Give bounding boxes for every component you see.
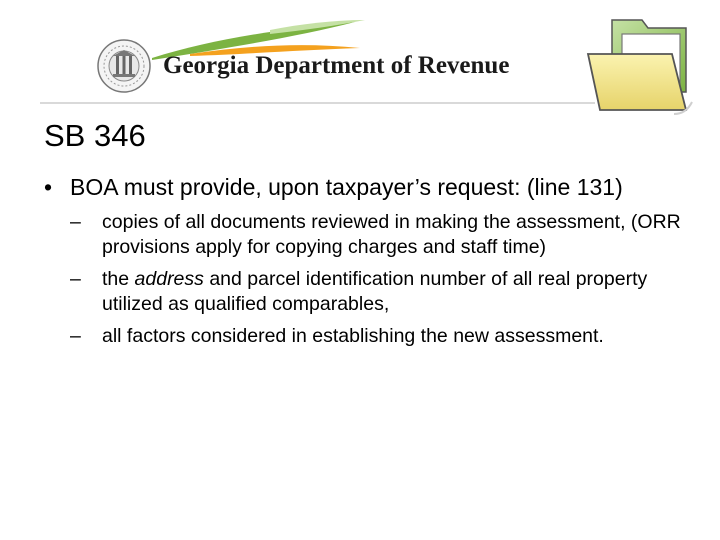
georgia-seal-icon xyxy=(96,38,152,94)
dash-marker: – xyxy=(70,211,81,233)
slide-header xyxy=(0,0,720,115)
organization-title: Georgia Department of Revenue xyxy=(163,52,510,79)
sub-bullet-text xyxy=(102,267,682,317)
bullet-item xyxy=(44,172,694,202)
slide-title: SB 346 xyxy=(44,118,146,153)
header-divider xyxy=(40,102,595,104)
sub-bullet-text: all factors considered in establishing the new assessment. xyxy=(102,325,604,347)
bullet-marker: • xyxy=(44,174,53,200)
sub-bullet-list xyxy=(44,210,694,349)
emphasized-word: address xyxy=(134,268,204,290)
sub-bullet-item xyxy=(44,210,682,260)
dash-marker: – xyxy=(70,268,81,290)
slide-body xyxy=(44,172,694,356)
sub-bullet-text-post: and parcel identification number of all real property utilized as qualified comparables, xyxy=(102,268,648,315)
sub-bullet-text-pre: the xyxy=(102,268,135,290)
sub-bullet-text: copies of all documents reviewed in making the assessment, (ORR provisions apply for copying charges and staff time) xyxy=(102,211,681,258)
dash-marker: – xyxy=(70,325,81,347)
sub-bullet-item xyxy=(44,267,682,317)
bullet-text: BOA must provide, upon taxpayer’s request: (line 131) xyxy=(70,174,623,200)
folder-icon xyxy=(582,12,700,124)
sub-bullet-item xyxy=(44,324,682,349)
